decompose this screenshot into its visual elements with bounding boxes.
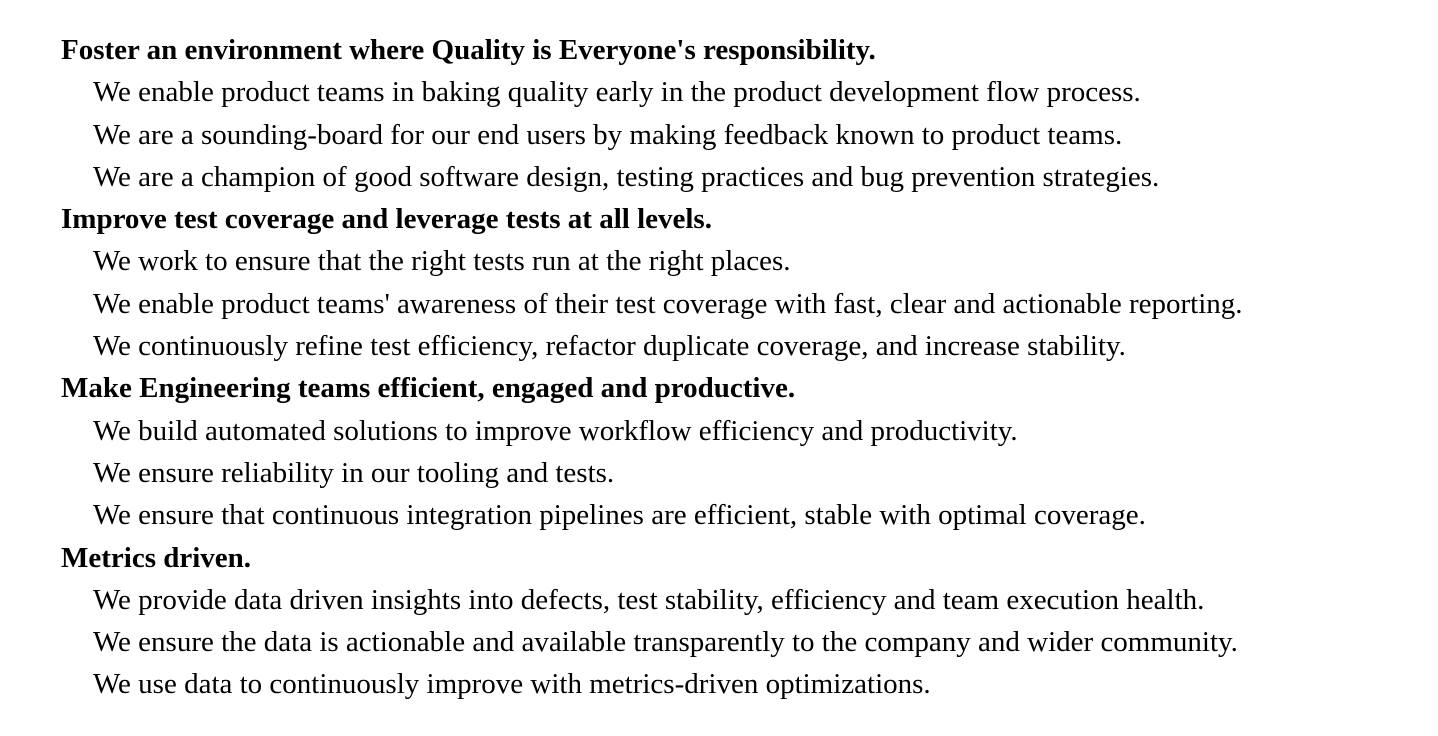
section-heading: Make Engineering teams efficient, engaged and productive.: [61, 372, 796, 405]
mission-document: [61, 29, 1421, 706]
section-item: We ensure the data is actionable and available transparently to the company and wider community.: [93, 626, 1238, 659]
section-heading: Improve test coverage and leverage tests at all levels.: [61, 203, 712, 236]
section-heading: Metrics driven.: [61, 541, 252, 574]
section-item: We are a champion of good software design, testing practices and bug prevention strategies.: [93, 160, 1160, 193]
section-item: We are a sounding-board for our end users by making feedback known to product teams.: [93, 118, 1123, 151]
section-item: We continuously refine test efficiency, refactor duplicate coverage, and increase stability.: [93, 330, 1126, 363]
section-item: We enable product teams' awareness of their test coverage with fast, clear and actionable reporting.: [93, 287, 1243, 320]
section-item: We build automated solutions to improve workflow efficiency and productivity.: [93, 414, 1018, 447]
section-item: We ensure reliability in our tooling and tests.: [93, 456, 615, 489]
section-quality-responsibility: [61, 29, 1421, 198]
section-item: We provide data driven insights into defects, test stability, efficiency and team execution health.: [93, 583, 1205, 616]
section-item: We ensure that continuous integration pipelines are efficient, stable with optimal coverage.: [93, 499, 1146, 532]
section-heading: Foster an environment where Quality is Everyone's responsibility.: [61, 34, 876, 66]
section-item: We work to ensure that the right tests run at the right places.: [93, 245, 791, 278]
section-engineering-efficiency: [61, 367, 1421, 536]
section-test-coverage: [61, 198, 1421, 367]
section-metrics-driven: [61, 537, 1421, 706]
section-item: We enable product teams in baking quality early in the product development flow process.: [93, 76, 1141, 109]
section-item: We use data to continuously improve with metrics-driven optimizations.: [93, 668, 931, 701]
